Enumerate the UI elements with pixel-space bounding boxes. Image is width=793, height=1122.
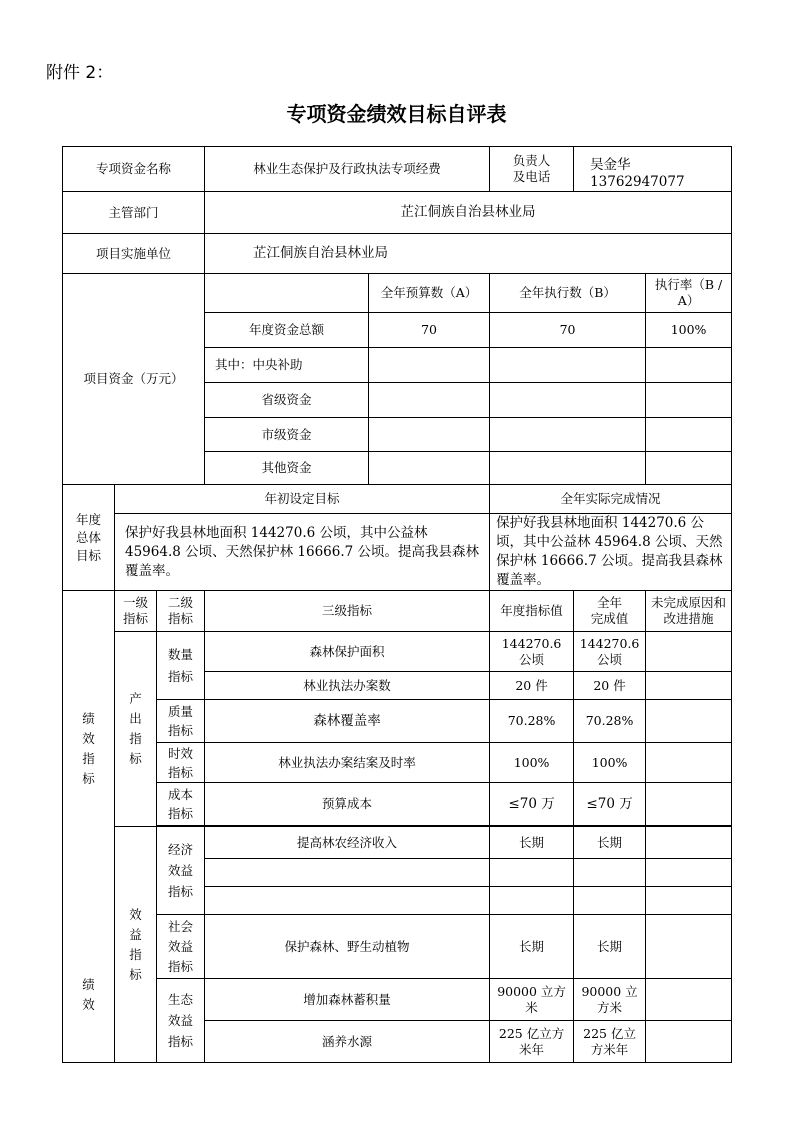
- header-level1: 一级 指标: [115, 591, 157, 632]
- indicator-target: 20 件: [490, 672, 574, 700]
- header-level2: 二级 指标: [157, 591, 205, 632]
- indicator-target: 长期: [490, 915, 574, 979]
- contact-label: 负责人 及电话: [490, 147, 574, 192]
- funds-row-executed: [490, 452, 646, 485]
- col-budget-header: 全年预算数（A）: [369, 274, 490, 313]
- goals-actual-header: 全年实际完成情况: [490, 485, 732, 514]
- benefit-indicator-label: 效 益 指 标: [115, 827, 157, 1063]
- funds-row-executed: [490, 418, 646, 452]
- goals-initial-header: 年初设定目标: [115, 485, 490, 514]
- indicator-target: 225 亿立方 米年: [490, 1021, 574, 1063]
- funds-row-executed: [490, 348, 646, 383]
- indicator-name: 提高林农经济收入: [205, 827, 490, 859]
- indicator-name: 森林覆盖率: [205, 700, 490, 743]
- indicator-target: 90000 立方 米: [490, 979, 574, 1021]
- indicator-name: 增加森林蓄积量: [205, 979, 490, 1021]
- indicator-reason: [646, 632, 732, 672]
- funds-row-rate: [646, 383, 732, 418]
- indicator-reason: [646, 783, 732, 826]
- indicator-actual: 70.28%: [574, 700, 646, 743]
- funds-row-rate: [646, 452, 732, 485]
- funds-row-budget: [369, 348, 490, 383]
- indicator-actual: 长期: [574, 827, 646, 859]
- indicator-reason: [646, 743, 732, 783]
- funds-row-budget: [369, 452, 490, 485]
- indicator-name: [205, 887, 490, 915]
- cost-indicator-label: 成本 指标: [157, 783, 205, 826]
- fund-name-value: 林业生态保护及行政执法专项经费: [205, 147, 490, 192]
- indicator-reason: [646, 672, 732, 700]
- indicator-actual: 100%: [574, 743, 646, 783]
- evaluation-table: [62, 146, 732, 1063]
- fund-name-label: 专项资金名称: [63, 147, 205, 192]
- funds-row-label: 其中：中央补助: [205, 348, 369, 383]
- indicator-actual: 90000 立 方米: [574, 979, 646, 1021]
- indicator-actual: [574, 887, 646, 915]
- indicator-actual: 长期: [574, 915, 646, 979]
- quality-indicator-label: 质量 指标: [157, 700, 205, 743]
- goals-initial-text: 保护好我县林地面积 144270.6 公顷，其中公益林 45964.8 公顷、天然保护林 16666.7 公顷。提高我县森林覆盖率。: [115, 514, 490, 591]
- indicators-label-2: 绩 效: [82, 977, 95, 1012]
- indicator-target: 144270.6 公顷: [490, 632, 574, 672]
- economic-indicator-label: 经济 效益 指标: [157, 827, 205, 915]
- indicator-name: 林业执法办案结案及时率: [205, 743, 490, 783]
- indicator-target: 长期: [490, 827, 574, 859]
- indicator-name: 涵养水源: [205, 1021, 490, 1063]
- ecological-indicator-label: 生态 效益 指标: [157, 979, 205, 1063]
- indicator-target: ≤70 万: [490, 783, 574, 826]
- timeliness-indicator-label: 时效 指标: [157, 743, 205, 783]
- indicator-target: [490, 887, 574, 915]
- quantity-indicator-label: 数量 指标: [157, 632, 205, 700]
- indicator-target: 100%: [490, 743, 574, 783]
- indicator-name: 林业执法办案数: [205, 672, 490, 700]
- funds-row-label: 市级资金: [205, 418, 369, 452]
- indicator-name: 预算成本: [205, 783, 490, 826]
- social-indicator-label: 社会 效益 指标: [157, 915, 205, 979]
- funds-row-budget: 70: [369, 313, 490, 348]
- indicators-label: 绩 效 指 标: [82, 711, 95, 786]
- indicator-reason: [646, 887, 732, 915]
- col-rate-header: 执行率（B / A）: [646, 274, 732, 313]
- funds-row-label: 其他资金: [205, 452, 369, 485]
- funds-row-rate: [646, 348, 732, 383]
- funds-row-budget: [369, 383, 490, 418]
- funds-section-label: 项目资金（万元）: [63, 274, 205, 485]
- indicator-actual: 20 件: [574, 672, 646, 700]
- indicator-target: 70.28%: [490, 700, 574, 743]
- unit-label: 项目实施单位: [63, 234, 205, 274]
- indicator-reason: [646, 915, 732, 979]
- funds-row-label: 年度资金总额: [205, 313, 369, 348]
- dept-label: 主管部门: [63, 192, 205, 234]
- funds-row-label: 省级资金: [205, 383, 369, 418]
- goals-actual-text: 保护好我县林地面积 144270.6 公顷，其中公益林 45964.8 公顷、天然保护林 16666.7 公顷。提高我县森林覆盖率。: [490, 514, 732, 591]
- funds-row-executed: 70: [490, 313, 646, 348]
- funds-row-budget: [369, 418, 490, 452]
- funds-row-rate: 100%: [646, 313, 732, 348]
- indicator-actual: [574, 859, 646, 887]
- output-indicator-label: 产 出 指 标: [115, 632, 157, 827]
- indicator-actual: ≤70 万: [574, 783, 646, 826]
- indicator-reason: [646, 859, 732, 887]
- indicator-name: 森林保护面积: [205, 632, 490, 672]
- indicators-section-label: [63, 591, 115, 1063]
- indicator-actual: 144270.6 公顷: [574, 632, 646, 672]
- goals-section-label: 年度 总体 目标: [63, 485, 115, 591]
- header-actual: 全年 完成值: [574, 591, 646, 632]
- page-title: 专项资金绩效目标自评表: [286, 102, 507, 126]
- indicator-name: [205, 859, 490, 887]
- dept-value: 芷江侗族自治县林业局: [205, 192, 732, 234]
- indicator-reason: [646, 827, 732, 859]
- indicator-target: [490, 859, 574, 887]
- indicator-actual: 225 亿立 方米年: [574, 1021, 646, 1063]
- contact-value: 吴金华 13762947077: [574, 147, 732, 192]
- indicator-reason: [646, 979, 732, 1021]
- unit-value: 芷江侗族自治县林业局: [205, 234, 732, 274]
- col-executed-header: 全年执行数（B）: [490, 274, 646, 313]
- indicator-reason: [646, 700, 732, 743]
- funds-row-executed: [490, 383, 646, 418]
- indicator-reason: [646, 1021, 732, 1063]
- header-level3: 三级指标: [205, 591, 490, 632]
- funds-row-rate: [646, 418, 732, 452]
- funds-empty-header: [205, 274, 369, 313]
- header-reason: 未完成原因和 改进措施: [646, 591, 732, 632]
- indicator-name: 保护森林、野生动植物: [205, 915, 490, 979]
- header-target: 年度指标值: [490, 591, 574, 632]
- attachment-label: 附件 2：: [46, 63, 114, 83]
